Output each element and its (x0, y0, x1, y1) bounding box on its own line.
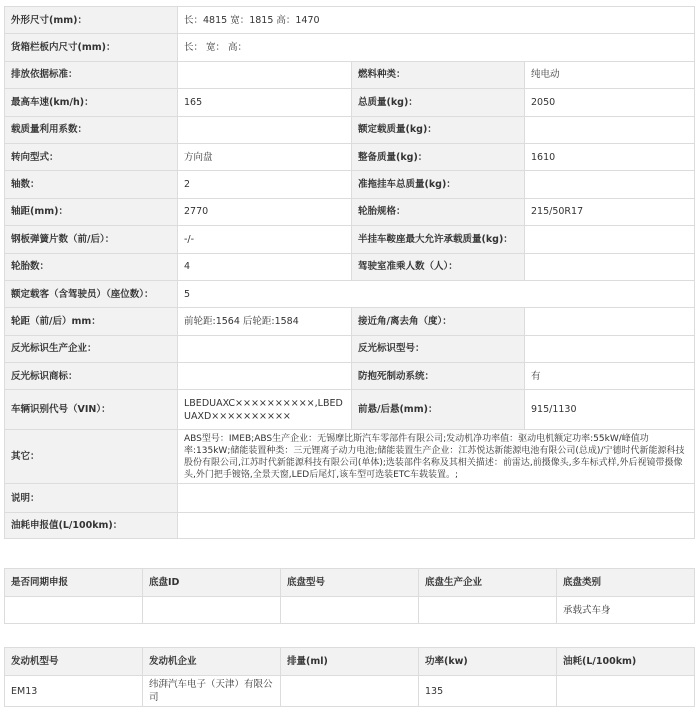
fuel-type-value: 纯电动 (525, 61, 695, 88)
cab-passengers-value (525, 253, 695, 280)
steering-value: 方向盘 (178, 143, 352, 170)
table-cell (419, 597, 557, 624)
overhang-label: 前悬/后悬(mm)： (352, 390, 525, 430)
abs-value: 有 (525, 363, 695, 390)
track-label: 轮距（前/后）mm： (5, 308, 178, 335)
column-header: 底盘型号 (281, 569, 419, 597)
table-cell (143, 597, 281, 624)
table-row (5, 226, 695, 253)
fuel-type-label: 燃料种类： (352, 61, 525, 88)
reflector-brand-value (178, 363, 352, 390)
load-util-label: 载质量利用系数： (5, 116, 178, 143)
column-header: 排量(ml) (281, 648, 419, 676)
table-row (5, 513, 695, 539)
vin-label: 车辆识别代号（VIN）： (5, 390, 178, 430)
curb-mass-value: 1610 (525, 143, 695, 170)
total-mass-value: 2050 (525, 89, 695, 116)
wheelbase-value: 2770 (178, 198, 352, 225)
table-row (5, 597, 695, 624)
cargo-box-label: 货箱栏板内尺寸(mm)： (5, 34, 178, 61)
column-header: 功率(kw) (419, 648, 557, 676)
wheelbase-label: 轴距(mm)： (5, 198, 178, 225)
table-cell: EM13 (5, 676, 143, 707)
table-row (5, 198, 695, 225)
table-cell (281, 676, 419, 707)
table-row (5, 253, 695, 280)
emission-value (178, 61, 352, 88)
curb-mass-label: 整备质量(kg)： (352, 143, 525, 170)
axles-label: 轴数： (5, 171, 178, 198)
table-row (5, 34, 695, 61)
total-mass-label: 总质量(kg)： (352, 89, 525, 116)
table-row (5, 335, 695, 362)
emission-label: 排放依据标准： (5, 61, 178, 88)
engine-table (4, 647, 695, 707)
load-util-value (178, 116, 352, 143)
table-row (5, 7, 695, 34)
track-value: 前轮距:1564 后轮距:1584 (178, 308, 352, 335)
note-value (178, 484, 695, 513)
column-header: 底盘类别 (557, 569, 695, 597)
table-row (5, 61, 695, 88)
table-row (5, 143, 695, 170)
table-row (5, 89, 695, 116)
cab-passengers-label: 驾驶室准乘人数（人）： (352, 253, 525, 280)
table-cell: 纬湃汽车电子（天津）有限公司 (143, 676, 281, 707)
abs-label: 防抱死制动系统： (352, 363, 525, 390)
column-header: 是否同期申报 (5, 569, 143, 597)
table-cell: 承载式车身 (557, 597, 695, 624)
note-label: 说明： (5, 484, 178, 513)
table-row (5, 676, 695, 707)
trailer-mass-label: 准拖挂车总质量(kg)： (352, 171, 525, 198)
leaf-spring-value: -/- (178, 226, 352, 253)
vin-value: LBEDUAXC××××××××××,LBEDUAXD×××××××××× (178, 390, 352, 430)
tire-spec-value: 215/50R17 (525, 198, 695, 225)
other-label: 其它： (5, 430, 178, 484)
table-row (5, 430, 695, 484)
column-header: 底盘ID (143, 569, 281, 597)
chassis-table (4, 568, 695, 624)
tires-value: 4 (178, 253, 352, 280)
table-cell (281, 597, 419, 624)
leaf-spring-label: 钢板弹簧片数（前/后）： (5, 226, 178, 253)
reflector-brand-label: 反光标识商标： (5, 363, 178, 390)
overhang-value: 915/1130 (525, 390, 695, 430)
column-header: 底盘生产企业 (419, 569, 557, 597)
table-row (5, 280, 695, 307)
passengers-label: 额定载客（含驾驶员）（座位数）： (5, 280, 178, 307)
rated-load-value (525, 116, 695, 143)
saddle-value (525, 226, 695, 253)
approach-angle-label: 接近角/离去角（度）： (352, 308, 525, 335)
dims-value: 长：4815 宽：1815 高：1470 (178, 7, 695, 34)
table-header-row (5, 648, 695, 676)
saddle-label: 半挂车鞍座最大允许承载质量(kg)： (352, 226, 525, 253)
table-cell (557, 676, 695, 707)
approach-angle-value (525, 308, 695, 335)
fuel-consumption-label: 油耗申报值(L/100km)： (5, 513, 178, 539)
table-cell (5, 597, 143, 624)
table-cell: 135 (419, 676, 557, 707)
column-header: 油耗(L/100km) (557, 648, 695, 676)
reflector-model-value (525, 335, 695, 362)
max-speed-label: 最高车速(km/h)： (5, 89, 178, 116)
table-row (5, 390, 695, 430)
max-speed-value: 165 (178, 89, 352, 116)
column-header: 发动机企业 (143, 648, 281, 676)
dims-label: 外形尺寸(mm)： (5, 7, 178, 34)
tires-label: 轮胎数： (5, 253, 178, 280)
table-header-row (5, 569, 695, 597)
reflector-model-label: 反光标识型号： (352, 335, 525, 362)
table-row (5, 484, 695, 513)
reflector-maker-label: 反光标识生产企业： (5, 335, 178, 362)
other-value: ABS型号：IMEB;ABS生产企业：无锡摩比斯汽车零部件有限公司;发动机净功率值：驱动电机额定功率:55kW/峰值功率:135kW;储能装置种类：三元锂离子动力电池;储能装置生产企业：江苏悦达新能源电池有限公司(总成)/宁德时代新能源科技股份有限公司,江苏时代新能源科技有限公司(单体);选装部件名称及其相关描述：前雷达,前摄像头,多车标式样,外后视镜带摄像头,外门把手镀铬,全景天窗,LED后尾灯,该车型可选装ETC车载装置。; (178, 430, 695, 484)
trailer-mass-value (525, 171, 695, 198)
reflector-maker-value (178, 335, 352, 362)
vehicle-spec-table (4, 6, 695, 539)
steering-label: 转向型式： (5, 143, 178, 170)
passengers-value: 5 (178, 280, 695, 307)
table-row (5, 308, 695, 335)
cargo-box-value: 长： 宽： 高： (178, 34, 695, 61)
tire-spec-label: 轮胎规格： (352, 198, 525, 225)
table-row (5, 363, 695, 390)
column-header: 发动机型号 (5, 648, 143, 676)
fuel-consumption-value (178, 513, 695, 539)
table-row (5, 171, 695, 198)
axles-value: 2 (178, 171, 352, 198)
table-row (5, 116, 695, 143)
rated-load-label: 额定载质量(kg)： (352, 116, 525, 143)
